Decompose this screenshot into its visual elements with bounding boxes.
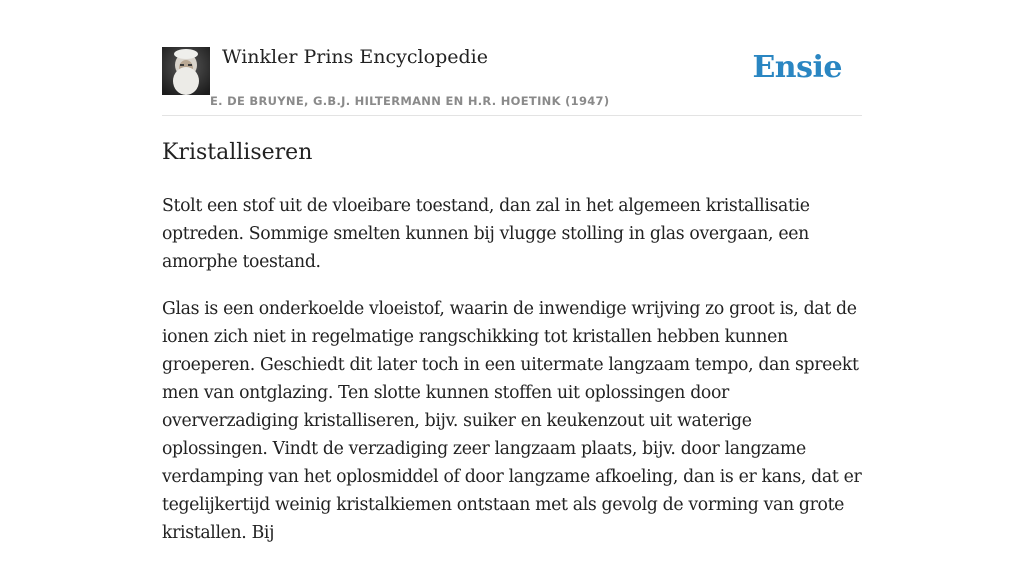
entry-paragraph: Glas is een onderkoelde vloeistof, waarin de inwendige wrijving zo groot is, dat de ionen zich niet in regelmatige rangschikking tot kristallen hebben kunnen groeperen. Geschiedt dit later toch in een uitermate langzaam tempo, dan spreekt men van ontglazing. Ten slotte kunnen stoffen uit oplossingen door oververzadiging kristalliseren, bijv. suiker en keukenzout uit waterige oplossingen. Vindt de verzadiging zeer langzaam plaats, bijv. door langzame verdamping van het oplosmiddel of door langzame afkoeling, dan is er kans, dat er tegelijkertijd weinig kristalkiemen ontstaan met als gevolg de vorming van grote kristallen. Bij [162, 299, 862, 543]
header-divider [162, 115, 862, 116]
author-avatar [162, 47, 210, 95]
entry-title: Kristalliseren [162, 140, 313, 165]
source-authors: E. DE BRUYNE, G.B.J. HILTERMANN EN H.R. HOETINK (1947) [210, 94, 610, 108]
entry-body [162, 192, 862, 566]
brand-logo[interactable]: Ensie [752, 50, 842, 85]
source-title[interactable]: Winkler Prins Encyclopedie [222, 46, 488, 68]
entry-card [162, 0, 862, 543]
entry-paragraph: Stolt een stof uit de vloeibare toestand, dan zal in het algemeen kristallisatie optreden. Sommige smelten kunnen bij vlugge stolling in glas overgaan, een amorphe toestand. [162, 196, 810, 272]
author-portrait-icon [162, 47, 210, 95]
